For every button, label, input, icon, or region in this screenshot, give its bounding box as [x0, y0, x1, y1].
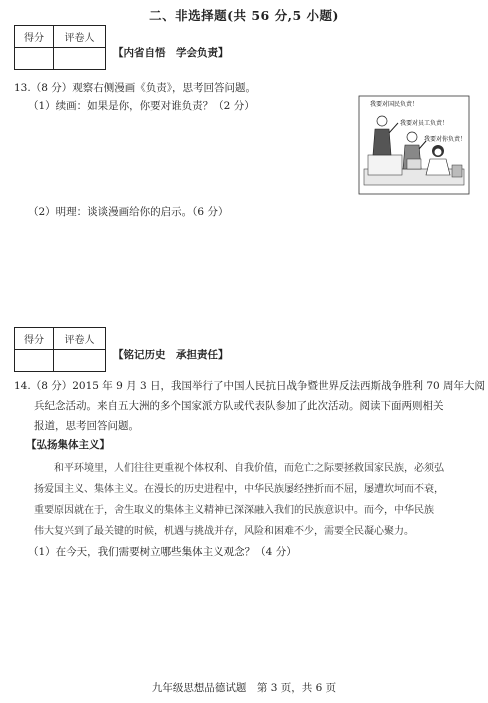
- section-title: 二、非选择题(共 56 分,5 小题): [149, 8, 339, 23]
- score-header: 得分: [15, 328, 54, 350]
- quote-line: 扬爱国主义、集体主义。在漫长的历史进程中，中华民族屡经挫折而不屈，屡遭坎坷而不衰，: [34, 484, 444, 495]
- cartoon-bubble-2: 我要对员工负责！: [400, 120, 449, 127]
- question-13-part-2: （2）明理：谈谈漫画给你的启示。（6 分）: [28, 206, 229, 218]
- grader-cell: [54, 350, 106, 372]
- score-cell: [15, 350, 54, 372]
- question-13-stem: 13.（8 分）观察右侧漫画《负责》，思考回答问题。: [14, 82, 256, 94]
- question-14-line: 兵纪念活动。来自五大洲的多个国家派方队或代表队参加了此次活动。阅读下面两则相关: [34, 400, 444, 412]
- question-14-stem: [14, 376, 484, 436]
- section-bracket-1: 【内省自悟 学会负责】: [113, 47, 229, 59]
- question-13-part-1: （1）续画：如果是你，你要对谁负责？（2 分）: [28, 100, 255, 112]
- score-table-2: [14, 327, 106, 372]
- score-table-1: [14, 25, 106, 70]
- quote-line: 重要原因就在于，舍生取义的集体主义精神已深深融入我们的民族意识中。而今，中华民族: [34, 505, 434, 516]
- grader-header: 评卷人: [54, 26, 106, 48]
- quote-line: 和平环境里，人们往往更重视个体权利、自我价值，而危亡之际要拯救国家民族，必须弘: [34, 463, 444, 474]
- section-bracket-2: 【铭记历史 承担责任】: [113, 349, 229, 361]
- sub-heading: 【弘扬集体主义】: [26, 439, 110, 451]
- cartoon-bubble-3: 我要对你负责！: [424, 136, 467, 143]
- score-header: 得分: [15, 26, 54, 48]
- question-14-line: 报道，思考回答问题。: [34, 420, 139, 432]
- question-14-part-1: （1）在今天，我们需要树立哪些集体主义观念？（4 分）: [28, 546, 297, 558]
- question-14-line: 14.（8 分）2015 年 9 月 3 日，我国举行了中国人民抗日战争暨世界反法西斯战争胜利 70 周年大阅: [14, 380, 486, 392]
- grader-cell: [54, 48, 106, 70]
- cartoon-bubble-1: 我要对国民负责！: [370, 101, 419, 108]
- page-footer: 九年级思想品德试题 第 3 页，共 6 页: [151, 682, 337, 694]
- quote-paragraph: [34, 458, 474, 542]
- grader-header: 评卷人: [54, 328, 106, 350]
- quote-line: 伟大复兴到了最关键的时候，机遇与挑战并存，风险和困难不少，需要全民凝心聚力。: [34, 526, 414, 537]
- score-cell: [15, 48, 54, 70]
- cartoon-illustration: [358, 95, 470, 195]
